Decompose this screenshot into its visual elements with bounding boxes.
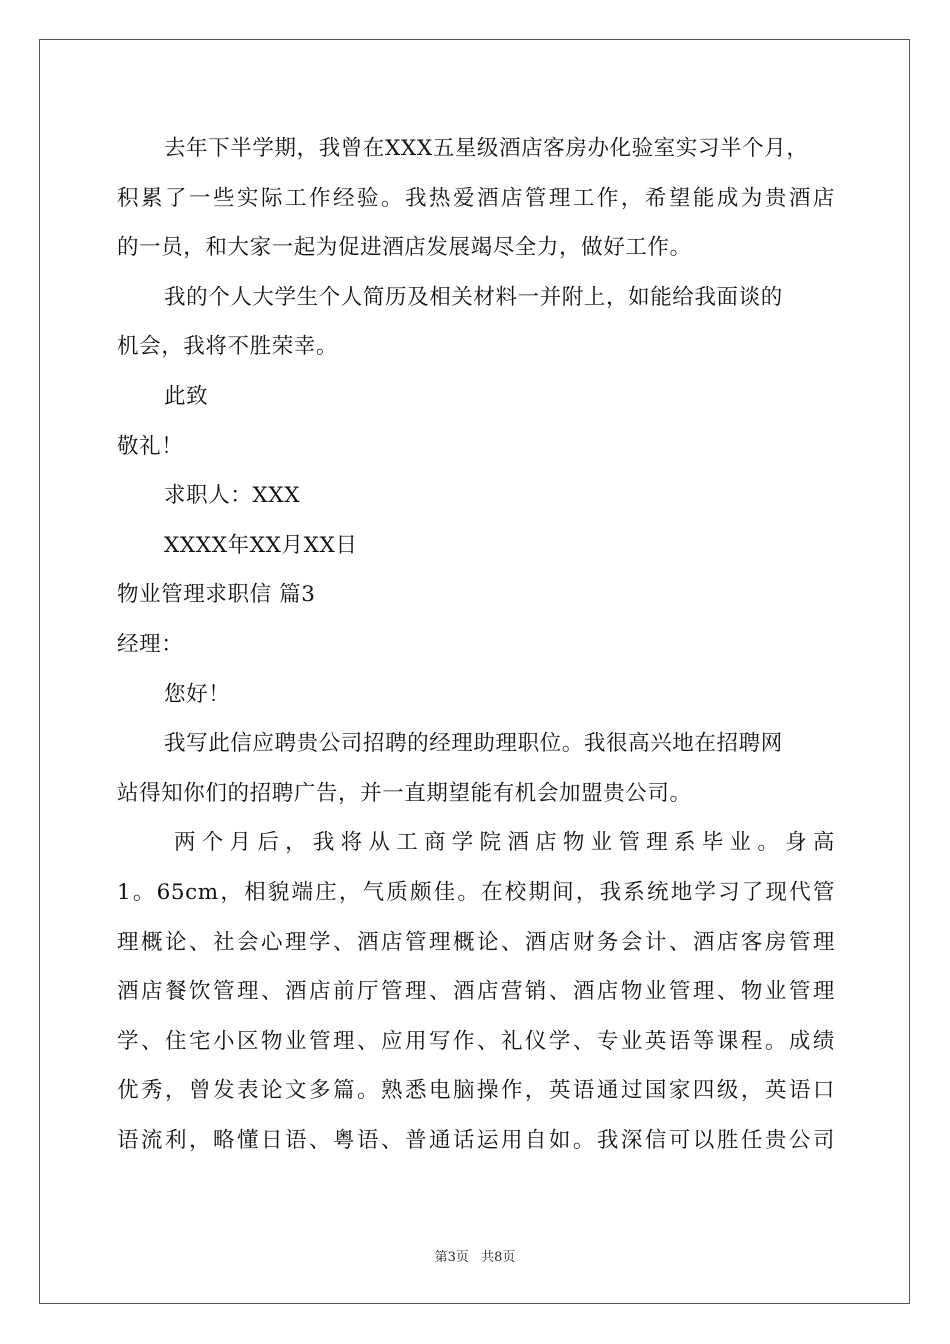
text-line: 语流利，略懂日语、粤语、普通话运用自如。我深信可以胜任贵公司 xyxy=(117,1127,835,1153)
page-number-current: 第3页 xyxy=(434,1250,469,1265)
text-line: 学、住宅小区物业管理、应用写作、礼仪学、专业英语等课程。成绩 xyxy=(117,1028,835,1054)
page-number-total: 共8页 xyxy=(481,1250,516,1265)
text-line: 站得知你们的招聘广告，并一直期望能有机会加盟贵公司。 xyxy=(117,780,692,806)
recipient-line: 经理： xyxy=(117,631,184,657)
salutation-regards: 敬礼！ xyxy=(117,433,184,459)
applicant-signature: 求职人：XXX xyxy=(164,483,301,509)
text-line: 的一员，和大家一起为促进酒店发展竭尽全力，做好工作。 xyxy=(117,235,692,261)
text-line: 优秀，曾发表论文多篇。熟悉电脑操作，英语通过国家四级，英语口 xyxy=(117,1078,835,1104)
text-line: 我的个人大学生个人简历及相关材料一并附上，如能给我面谈的 xyxy=(164,284,783,310)
text-line: 理概论、社会心理学、酒店管理概论、酒店财务会计、酒店客房管理 xyxy=(117,929,835,955)
letter-date: XXXX年XX月XX日 xyxy=(164,532,358,558)
section-heading: 物业管理求职信 篇3 xyxy=(117,582,316,608)
page-footer xyxy=(0,1246,950,1265)
text-line: 我写此信应聘贵公司招聘的经理助理职位。我很高兴地在招聘网 xyxy=(164,731,783,757)
document-body xyxy=(117,124,835,1165)
text-line: 两个月后，我将从工商学院酒店物业管理系毕业。身高 xyxy=(174,830,835,856)
text-line: 酒店餐饮管理、酒店前厅管理、酒店营销、酒店物业管理、物业管理 xyxy=(117,979,835,1005)
text-line: 1。65cm，相貌端庄，气质颇佳。在校期间，我系统地学习了现代管 xyxy=(117,879,835,905)
text-line: 积累了一些实际工作经验。我热爱酒店管理工作，希望能成为贵酒店 xyxy=(117,185,835,211)
greeting-line: 您好！ xyxy=(164,681,231,707)
salutation-closing: 此致 xyxy=(164,383,209,409)
text-line: 去年下半学期，我曾在XXX五星级酒店客房办化验室实习半个月， xyxy=(164,136,809,161)
text-line: 机会，我将不胜荣幸。 xyxy=(117,334,339,360)
